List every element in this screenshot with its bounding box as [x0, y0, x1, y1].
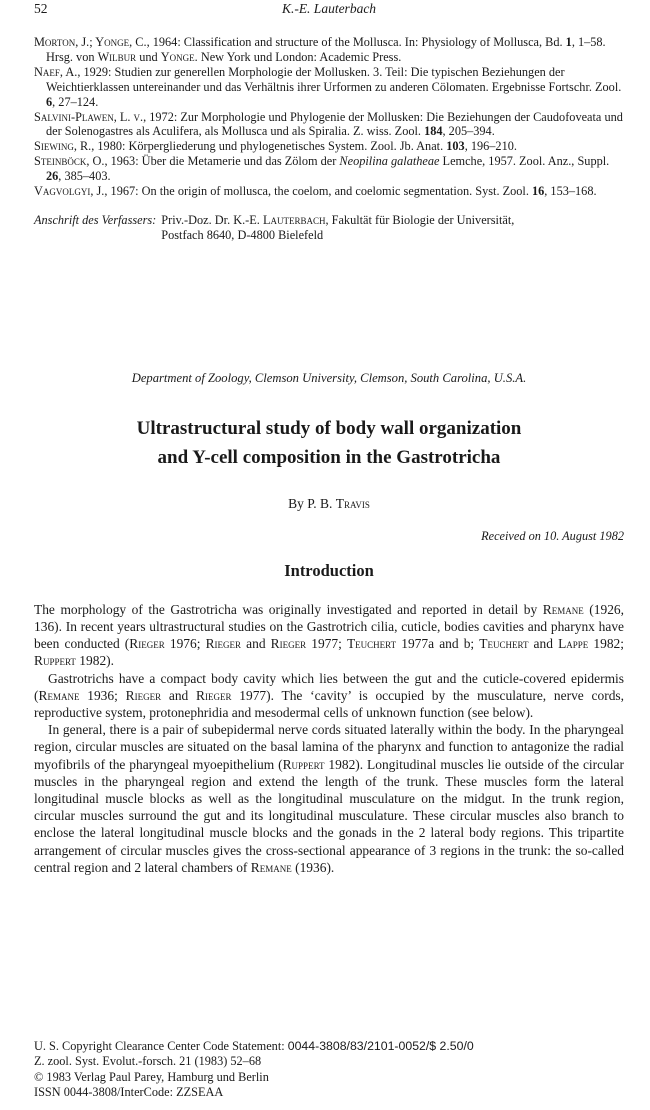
paragraph-1: The morphology of the Gastrotricha was originally investigated and reported in detail by Remane (1926, 136). In recent years ultrastructural studies on the Gastrotrich cilia, cuticle, bodies cavities and pharynx have been conducted (Rieger 1976; Rieger and Rieger 1977; Teuchert 1977a and b; Teuchert and Lappe 1982; Ruppert 1982).: [34, 601, 625, 669]
reference-siewing: Siewing, R., 1980: Körpergliederung und phylogenetisches System. Zool. Jb. Anat. 103, 196–210.: [34, 139, 517, 154]
reference-morton: Morton, J.; Yonge, C., 1964: Classification and structure of the Mollusca. In: Physiology of Mollusca, Bd. 1, 1–58. Hrsg. von Wilbur und Yonge. New York und London: Academic Press.: [34, 35, 606, 64]
running-title: K.-E. Lauterbach: [281, 1, 377, 16]
author-name: Travis: [335, 495, 370, 511]
copyright-notice: © 1983 Verlag Paul Parey, Hamburg und Berlin: [34, 1069, 269, 1084]
affiliation: Department of Zoology, Clemson University, Clemson, South Carolina, U.S.A.: [131, 370, 527, 385]
section-heading: Introduction: [284, 560, 374, 580]
copyright-footer: [34, 1039, 474, 1101]
issn-line: ISSN 0044-3808/InterCode: ZZSEAA: [34, 1085, 224, 1100]
author-address: [34, 213, 624, 243]
address-label: Anschrift des Verfassers:: [34, 212, 157, 227]
byline: By P. B. Travis: [288, 495, 370, 511]
received-date: Received on 10. August 1982: [481, 528, 624, 543]
copyright-code-line: U. S. Copyright Clearance Center Code Statement: 0044-3808/83/2101-0052/$ 2.50/0: [34, 1038, 474, 1053]
reference-steinbock: Steinböck, O., 1963: Über die Metamerie und das Zölom der Neopilina galatheae Lemche, 1957. Zool. Anz., Suppl. 26, 385–403.: [34, 154, 610, 184]
reference-naef: Naef, A., 1929: Studien zur generellen Morphologie der Mollusken. 3. Teil: Die typischen Beziehungen der Weichtierklassen untereinander und das Verhältnis ihrer Urformen zu anderen Cölomaten. Ergebnisse Fortschr. Zool. 6, 27–124.: [34, 64, 622, 109]
paragraph-2: Gastrotrichs have a compact body cavity which lies between the gut and the cuticle-covered epidermis (Remane 1936; Rieger and Rieger 1977). The ‘cavity’ is occupied by the musculature, nerve cords, reproductive system, protonephridia and mesodermal cells of unknown function (see below).: [34, 670, 625, 720]
article-title: Ultrastructural study of body wall organization and Y-cell composition in the Gastrotricha: [136, 417, 522, 468]
reference-salvini-plawen: Salvini-Plawen, L. v., 1972: Zur Morphologie und Phylogenie der Mollusken: Die Beziehungen der Caudofoveata und der Solenogastres als Aculifera, als Mollusca und als Spiralia. Z. wiss. Zool. 184, 205–394.: [34, 109, 623, 139]
journal-citation: Z. zool. Syst. Evolut.-forsch. 21 (1983) 52–68: [34, 1054, 262, 1069]
address-text: Priv.-Doz. Dr. K.-E. Lauterbach, Fakultät für Biologie der Universität, Postfach 8640, D-4800 Bielefeld: [161, 212, 515, 242]
reference-vagvolgyi: Vagvolgyi, J., 1967: On the origin of mollusca, the coelom, and coelomic segmentation. Syst. Zool. 16, 153–168.: [34, 184, 597, 199]
reference-list: [34, 35, 624, 199]
paragraph-3: In general, there is a pair of subepidermal nerve cords situated laterally within the body. In the pharyngeal region, circular muscles are situated on the basal lamina of the pharynx and function to antagonize the radial myofibrils of the pharyngeal myoepithelium (Ruppert 1982). Longitudinal muscles lie outside of the circular muscles in the pharyngeal region and extend the length of the trunk. These muscles form the lateral longitudinal muscle blocks as well as the longitudinal musculature on the midgut. In the trunk region, circular muscles surround the gut and its longitudinal musculature. These circular muscles also branch to enclose the lateral longitudinal muscle blocks and the gonads in the 2 lateral body regions. This tripartite arrangement of circular muscles gives the cross-sectional appearance of 3 regions in the trunk: the so-called central region and 2 lateral chambers of Remane (1936).: [34, 722, 624, 875]
body-text: [34, 601, 624, 876]
page-number: 52: [34, 1, 48, 16]
running-head: [34, 0, 624, 22]
